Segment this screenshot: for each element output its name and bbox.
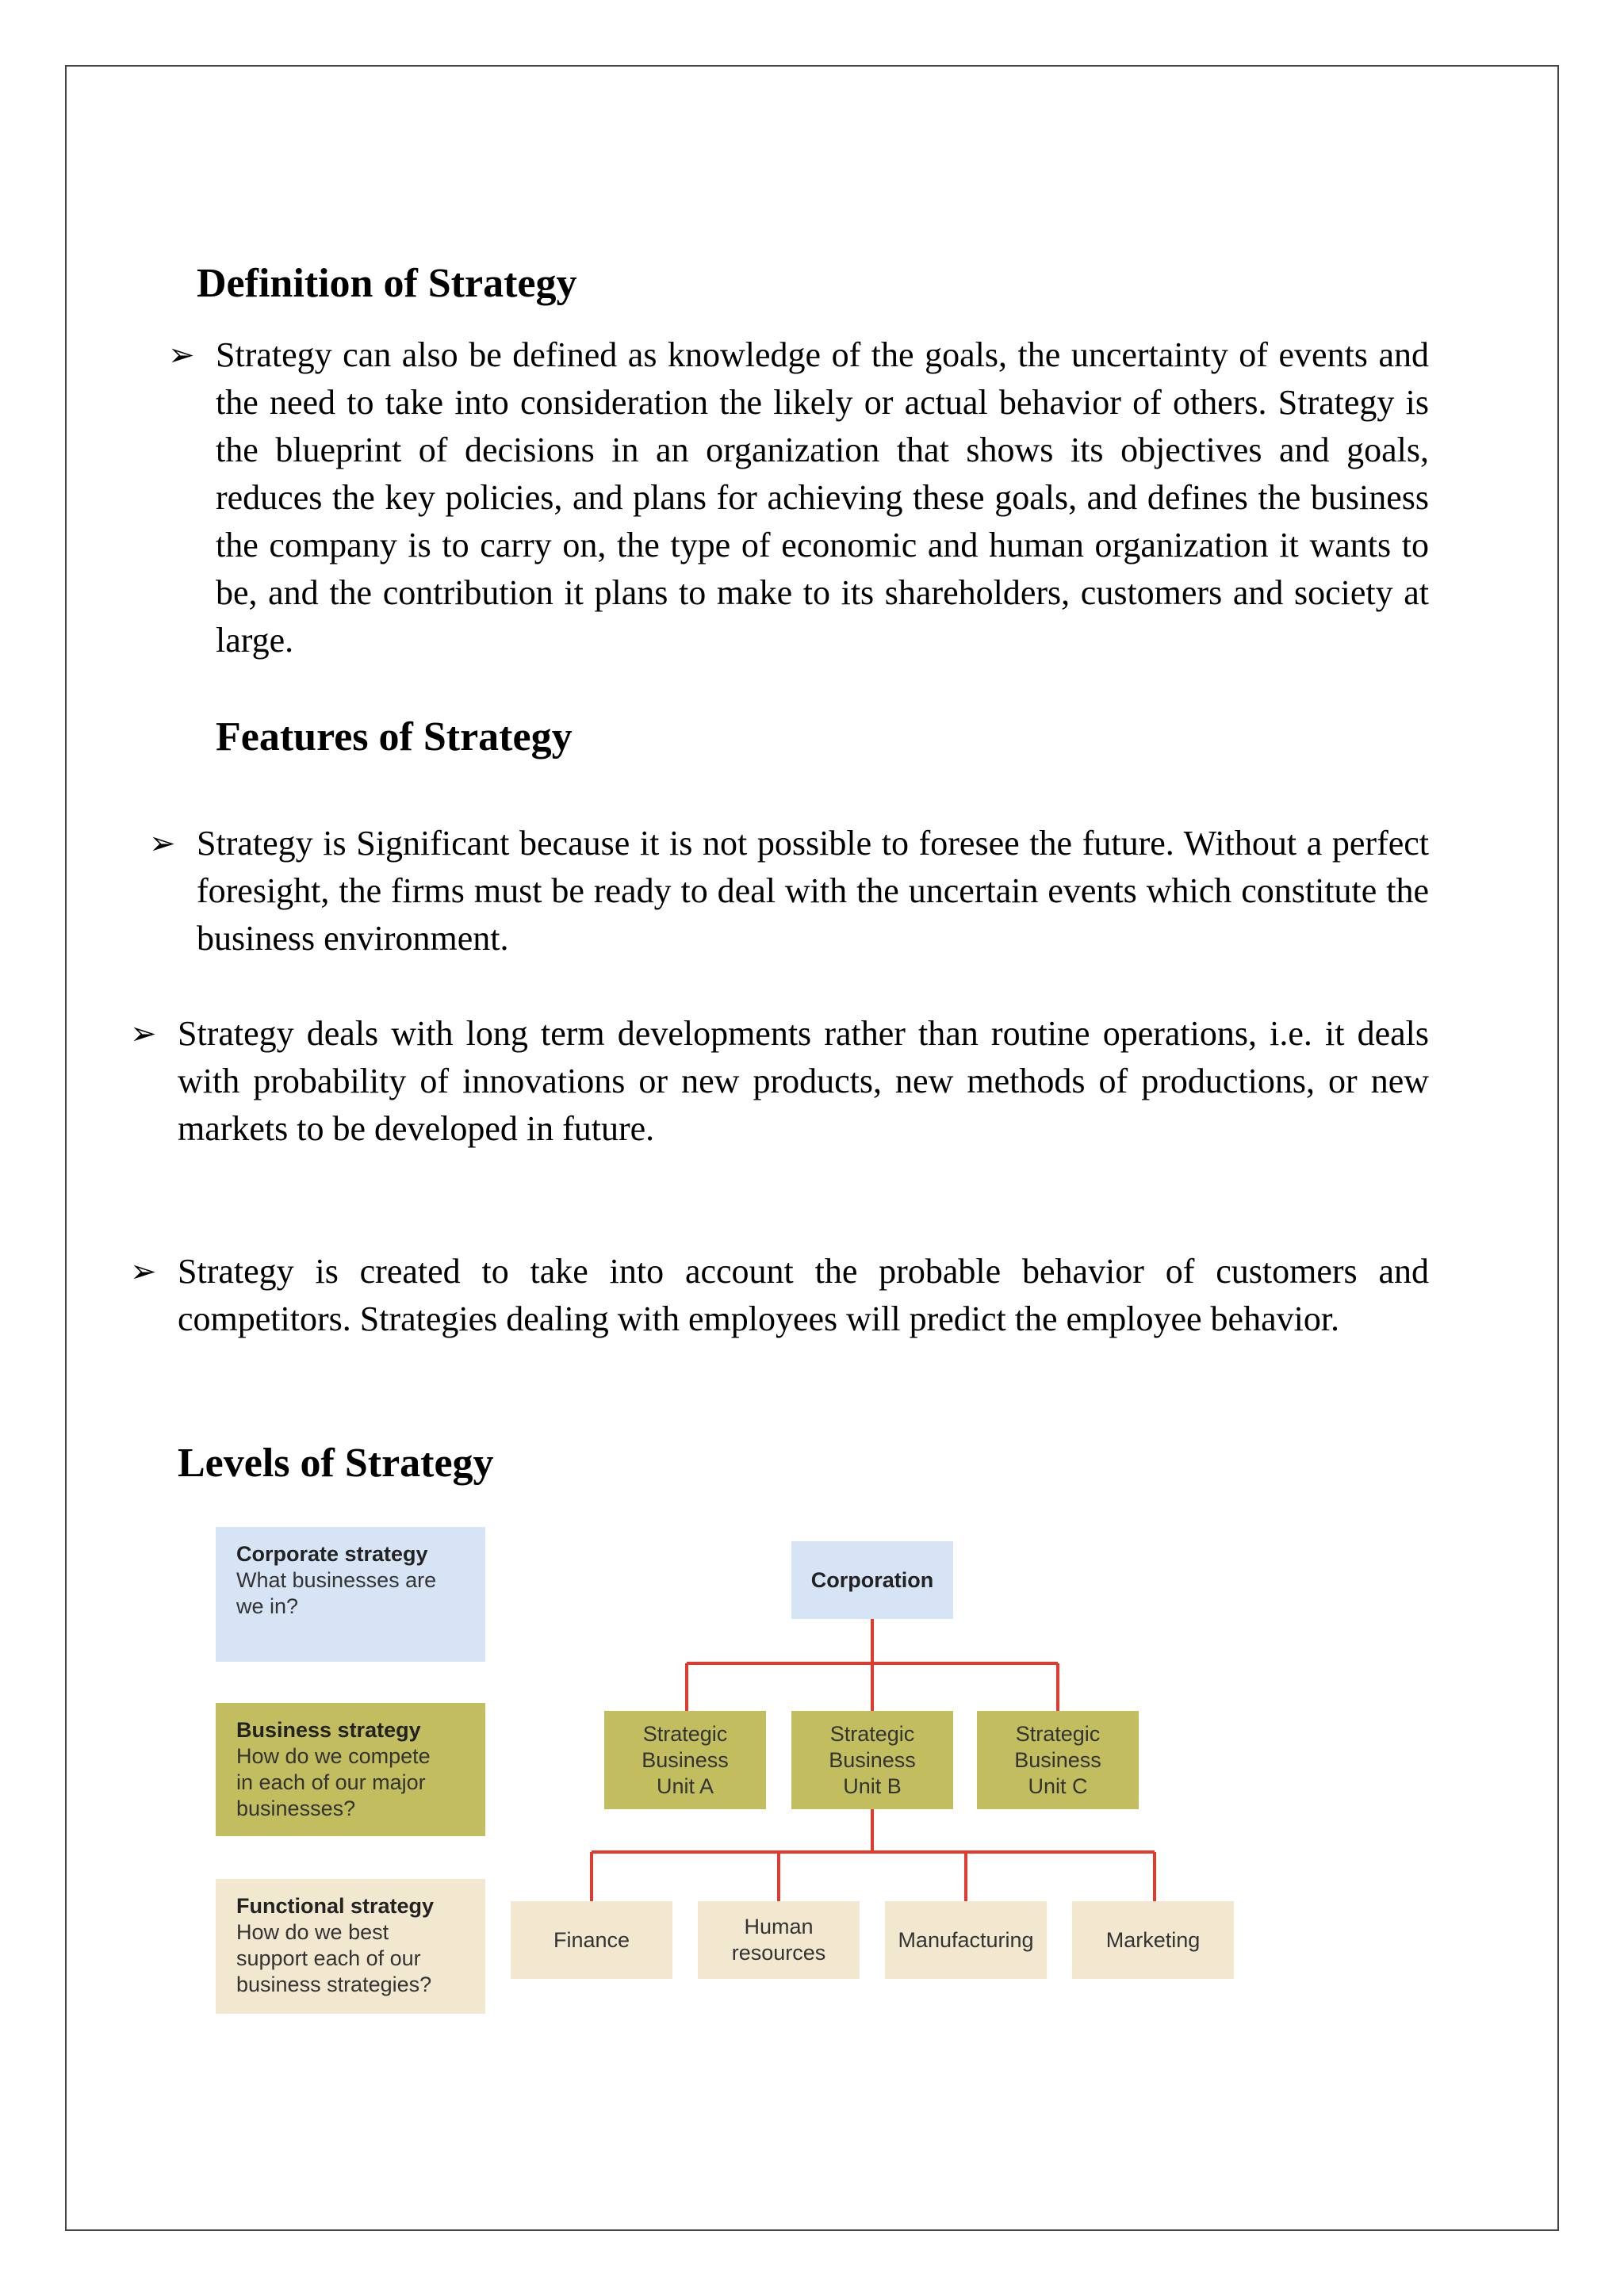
node-label: Strategic xyxy=(642,1721,728,1746)
legend-line: business strategies? xyxy=(236,1973,432,1996)
legend-line: we in? xyxy=(236,1594,299,1618)
feature-text-2: Strategy deals with long term developments rather than routine operations, i.e. it deals with probability of innovations or new products, new methods of productions, or new markets to be developed in future. xyxy=(178,1014,1429,1148)
node-label: Unit C xyxy=(1028,1774,1088,1798)
legend-line: in each of our major xyxy=(236,1770,426,1794)
legend-title: Corporate strategy xyxy=(236,1542,428,1566)
node-label: Manufacturing xyxy=(898,1927,1034,1952)
heading-definition: Definition of Strategy xyxy=(197,261,577,306)
bullet-arrow-icon: ➢ xyxy=(130,1016,157,1052)
heading-features: Features of Strategy xyxy=(216,714,573,760)
node-label: Business xyxy=(642,1747,729,1772)
node-label: Finance xyxy=(553,1927,630,1952)
bullet-arrow-icon: ➢ xyxy=(130,1253,157,1290)
node-label: Business xyxy=(829,1747,916,1772)
bullet-arrow-icon: ➢ xyxy=(149,825,176,862)
node-label: Marketing xyxy=(1105,1927,1201,1952)
node-label: Unit A xyxy=(656,1774,714,1798)
feature-text-3: Strategy is created to take into account the probable behavior of customers and competitors. Strategies dealing with employees will predict the employee behavior. xyxy=(178,1252,1429,1338)
legend-title: Functional strategy xyxy=(236,1894,435,1918)
feature-bullet-2 xyxy=(130,1010,1429,1153)
feature-bullet-3 xyxy=(130,1248,1429,1343)
heading-levels: Levels of Strategy xyxy=(178,1441,494,1486)
feature-text-1: Strategy is Significant because it is not possible to foresee the future. Without a perfect foresight, the firms must be ready to deal with the uncertain events which constitute the business environment. xyxy=(197,824,1429,958)
node-label: Strategic xyxy=(1015,1721,1101,1746)
definition-text: Strategy can also be defined as knowledge of the goals, the uncertainty of events and the need to take into consideration the likely or actual behavior of others. Strategy is the blueprint of decisions in an organization that shows its objectives and goals, reduces the key policies, and plans for achieving these goals, and defines the business the company is to carry on, the type of economic and human organization it wants to be, and the contribution it plans to make to its shareholders, customers and society at large. xyxy=(216,335,1429,660)
definition-bullet xyxy=(168,331,1429,664)
legend-line: How do we best xyxy=(236,1920,389,1944)
legend-line: businesses? xyxy=(236,1797,356,1820)
legend-line: What businesses are xyxy=(236,1568,437,1592)
feature-bullet-1 xyxy=(149,820,1429,962)
legend-title: Business strategy xyxy=(236,1718,421,1742)
node-label: Corporation xyxy=(810,1567,934,1592)
bullet-arrow-icon: ➢ xyxy=(168,337,195,373)
node-label: Unit B xyxy=(843,1774,902,1798)
legend-line: support each of our xyxy=(236,1946,421,1970)
node-label: Human xyxy=(744,1915,814,1938)
node-label: Business xyxy=(1014,1747,1101,1772)
node-label: resources xyxy=(731,1941,826,1965)
node-label: Strategic xyxy=(829,1721,915,1746)
legend-line: How do we compete xyxy=(236,1744,431,1768)
